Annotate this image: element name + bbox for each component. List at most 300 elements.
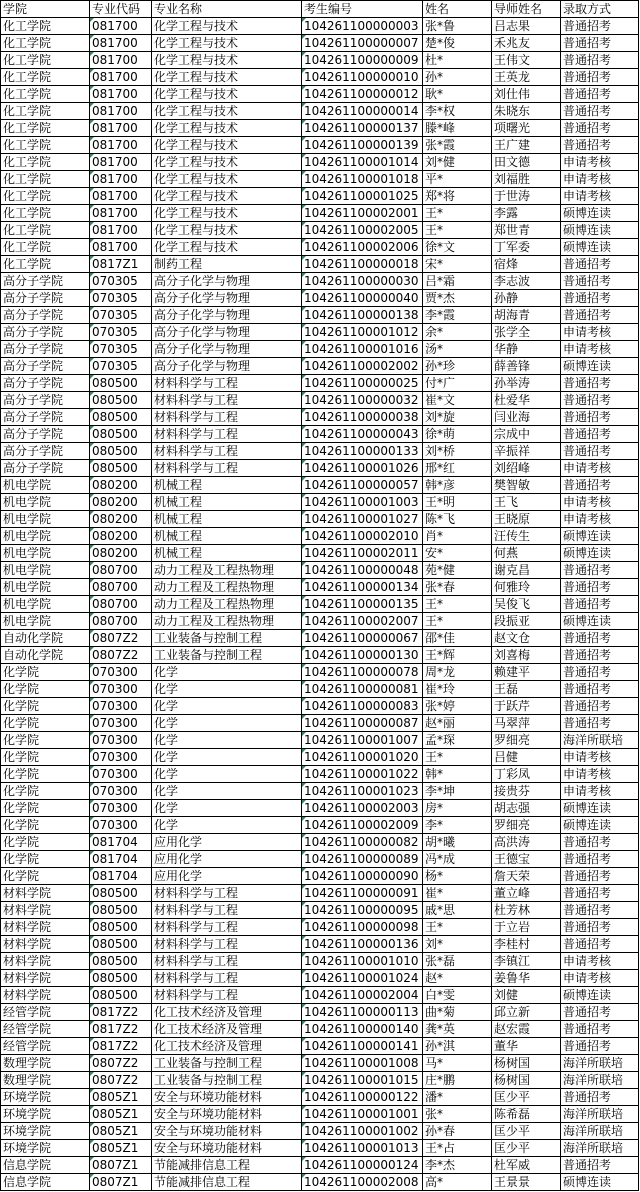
table-row bbox=[1, 103, 639, 120]
major-code-cell: 081700 bbox=[90, 239, 152, 256]
major-code-cell: 0807Z1 bbox=[90, 1157, 152, 1174]
college-cell: 信息学院 bbox=[1, 1174, 90, 1191]
major-code-cell: 080500 bbox=[90, 919, 152, 936]
candidate-id-cell: 104261100000122 bbox=[302, 1089, 423, 1106]
major-name-cell: 机械工程 bbox=[152, 477, 302, 494]
major-name-cell: 工业装备与控制工程 bbox=[152, 1055, 302, 1072]
college-cell: 化工学院 bbox=[1, 154, 90, 171]
major-code-cell: 080500 bbox=[90, 987, 152, 1004]
candidate-id-cell: 104261100000089 bbox=[302, 851, 423, 868]
advisor-cell: 李志波 bbox=[492, 273, 561, 290]
name-cell: 张* bbox=[423, 1106, 492, 1123]
major-code-cell: 081700 bbox=[90, 103, 152, 120]
candidate-id-cell: 104261100001027 bbox=[302, 511, 423, 528]
major-name-cell: 工业装备与控制工程 bbox=[152, 1072, 302, 1089]
college-cell: 化工学院 bbox=[1, 86, 90, 103]
college-cell: 化学院 bbox=[1, 698, 90, 715]
admission-type-cell: 申请考核 bbox=[561, 953, 639, 970]
major-code-cell: 0807Z2 bbox=[90, 630, 152, 647]
name-cell: 苑*健 bbox=[423, 562, 492, 579]
college-cell: 高分子学院 bbox=[1, 409, 90, 426]
major-code-cell: 070300 bbox=[90, 783, 152, 800]
name-cell: 王*占 bbox=[423, 1140, 492, 1157]
college-cell: 化工学院 bbox=[1, 18, 90, 35]
candidate-id-cell: 104261100000134 bbox=[302, 579, 423, 596]
advisor-cell: 陈希磊 bbox=[492, 1106, 561, 1123]
admission-type-cell: 申请考核 bbox=[561, 749, 639, 766]
header-major-code: 专业代码 bbox=[90, 1, 152, 18]
major-name-cell: 化学工程与技术 bbox=[152, 35, 302, 52]
college-cell: 化工学院 bbox=[1, 171, 90, 188]
name-cell: 王*明 bbox=[423, 494, 492, 511]
college-cell: 环境学院 bbox=[1, 1123, 90, 1140]
major-name-cell: 化学工程与技术 bbox=[152, 154, 302, 171]
candidate-id-cell: 104261100000043 bbox=[302, 426, 423, 443]
major-name-cell: 化学工程与技术 bbox=[152, 103, 302, 120]
major-code-cell: 070305 bbox=[90, 290, 152, 307]
advisor-cell: 吴俊飞 bbox=[492, 596, 561, 613]
table-row bbox=[1, 494, 639, 511]
major-code-cell: 081704 bbox=[90, 868, 152, 885]
admission-type-cell: 普通招考 bbox=[561, 834, 639, 851]
table-row bbox=[1, 1157, 639, 1174]
candidate-id-cell: 104261100001012 bbox=[302, 324, 423, 341]
major-name-cell: 化工技术经济及管理 bbox=[152, 1004, 302, 1021]
admission-type-cell: 普通招考 bbox=[561, 562, 639, 579]
table-row bbox=[1, 1123, 639, 1140]
table-row bbox=[1, 1106, 639, 1123]
college-cell: 化学院 bbox=[1, 868, 90, 885]
major-code-cell: 080500 bbox=[90, 970, 152, 987]
advisor-cell: 何雅玲 bbox=[492, 579, 561, 596]
table-row bbox=[1, 902, 639, 919]
major-code-cell: 080200 bbox=[90, 545, 152, 562]
advisor-cell: 朱晓东 bbox=[492, 103, 561, 120]
name-cell: 肖* bbox=[423, 528, 492, 545]
major-code-cell: 0817Z2 bbox=[90, 1021, 152, 1038]
advisor-cell: 詹天荣 bbox=[492, 868, 561, 885]
college-cell: 化工学院 bbox=[1, 256, 90, 273]
college-cell: 化工学院 bbox=[1, 239, 90, 256]
major-name-cell: 化学 bbox=[152, 732, 302, 749]
advisor-cell: 孙举涛 bbox=[492, 375, 561, 392]
advisor-cell: 汪传生 bbox=[492, 528, 561, 545]
college-cell: 化学院 bbox=[1, 749, 90, 766]
table-row bbox=[1, 766, 639, 783]
major-name-cell: 材料科学与工程 bbox=[152, 409, 302, 426]
admission-type-cell: 普通招考 bbox=[561, 256, 639, 273]
major-name-cell: 化学工程与技术 bbox=[152, 86, 302, 103]
table-row bbox=[1, 579, 639, 596]
name-cell: 胡*曦 bbox=[423, 834, 492, 851]
name-cell: 戚*思 bbox=[423, 902, 492, 919]
candidate-id-cell: 104261100002008 bbox=[302, 1174, 423, 1191]
college-cell: 材料学院 bbox=[1, 936, 90, 953]
college-cell: 化学院 bbox=[1, 664, 90, 681]
admission-type-cell: 硕博连读 bbox=[561, 800, 639, 817]
major-name-cell: 机械工程 bbox=[152, 494, 302, 511]
name-cell: 庄*鹏 bbox=[423, 1072, 492, 1089]
candidate-id-cell: 104261100001002 bbox=[302, 1123, 423, 1140]
major-name-cell: 高分子化学与物理 bbox=[152, 290, 302, 307]
admission-type-cell: 普通招考 bbox=[561, 1089, 639, 1106]
table-row bbox=[1, 698, 639, 715]
candidate-id-cell: 104261100000057 bbox=[302, 477, 423, 494]
table-row bbox=[1, 18, 639, 35]
major-name-cell: 高分子化学与物理 bbox=[152, 273, 302, 290]
admission-type-cell: 海洋所联培 bbox=[561, 1055, 639, 1072]
candidate-id-cell: 104261100000081 bbox=[302, 681, 423, 698]
college-cell: 高分子学院 bbox=[1, 307, 90, 324]
table-row bbox=[1, 120, 639, 137]
name-cell: 陈*飞 bbox=[423, 511, 492, 528]
college-cell: 高分子学院 bbox=[1, 324, 90, 341]
table-row bbox=[1, 1089, 639, 1106]
admission-type-cell: 普通招考 bbox=[561, 86, 639, 103]
advisor-cell: 丁彩凤 bbox=[492, 766, 561, 783]
college-cell: 化工学院 bbox=[1, 35, 90, 52]
major-name-cell: 材料科学与工程 bbox=[152, 443, 302, 460]
admission-type-cell: 申请考核 bbox=[561, 324, 639, 341]
name-cell: 刘*桥 bbox=[423, 443, 492, 460]
major-name-cell: 机械工程 bbox=[152, 511, 302, 528]
table-row bbox=[1, 52, 639, 69]
major-code-cell: 070300 bbox=[90, 715, 152, 732]
table-row bbox=[1, 477, 639, 494]
major-code-cell: 070300 bbox=[90, 681, 152, 698]
admission-type-cell: 普通招考 bbox=[561, 1004, 639, 1021]
advisor-cell: 张学全 bbox=[492, 324, 561, 341]
admission-type-cell: 硕博连读 bbox=[561, 528, 639, 545]
advisor-cell: 姜鲁华 bbox=[492, 970, 561, 987]
major-name-cell: 安全与环境功能材料 bbox=[152, 1140, 302, 1157]
admission-type-cell: 海洋所联培 bbox=[561, 1123, 639, 1140]
major-code-cell: 080500 bbox=[90, 902, 152, 919]
admission-type-cell: 普通招考 bbox=[561, 137, 639, 154]
admission-type-cell: 普通招考 bbox=[561, 1038, 639, 1055]
advisor-cell: 孙静 bbox=[492, 290, 561, 307]
table-row bbox=[1, 545, 639, 562]
advisor-cell: 接贵芬 bbox=[492, 783, 561, 800]
advisor-cell: 丁军委 bbox=[492, 239, 561, 256]
candidate-id-cell: 104261100001018 bbox=[302, 171, 423, 188]
candidate-id-cell: 104261100002011 bbox=[302, 545, 423, 562]
name-cell: 耿* bbox=[423, 86, 492, 103]
admission-type-cell: 普通招考 bbox=[561, 290, 639, 307]
admission-type-cell: 普通招考 bbox=[561, 868, 639, 885]
advisor-cell: 王景景 bbox=[492, 1174, 561, 1191]
admission-type-cell: 普通招考 bbox=[561, 443, 639, 460]
major-code-cell: 080500 bbox=[90, 953, 152, 970]
admission-type-cell: 硕博连读 bbox=[561, 1174, 639, 1191]
name-cell: 刘* bbox=[423, 936, 492, 953]
name-cell: 刘*健 bbox=[423, 154, 492, 171]
name-cell: 邢*红 bbox=[423, 460, 492, 477]
college-cell: 化工学院 bbox=[1, 103, 90, 120]
candidate-id-cell: 104261100000007 bbox=[302, 35, 423, 52]
advisor-cell: 项曙光 bbox=[492, 120, 561, 137]
major-code-cell: 080500 bbox=[90, 375, 152, 392]
major-name-cell: 高分子化学与物理 bbox=[152, 307, 302, 324]
candidate-id-cell: 104261100002007 bbox=[302, 613, 423, 630]
advisor-cell: 谢克昌 bbox=[492, 562, 561, 579]
table-row bbox=[1, 749, 639, 766]
major-code-cell: 081700 bbox=[90, 69, 152, 86]
advisor-cell: 吕志果 bbox=[492, 18, 561, 35]
name-cell: 平* bbox=[423, 171, 492, 188]
college-cell: 机电学院 bbox=[1, 579, 90, 596]
table-row bbox=[1, 783, 639, 800]
candidate-id-cell: 104261100000135 bbox=[302, 596, 423, 613]
major-code-cell: 081700 bbox=[90, 154, 152, 171]
table-row bbox=[1, 137, 639, 154]
name-cell: 韩* bbox=[423, 766, 492, 783]
header-major-name: 专业名称 bbox=[152, 1, 302, 18]
admission-type-cell: 普通招考 bbox=[561, 477, 639, 494]
name-cell: 房* bbox=[423, 800, 492, 817]
admission-type-cell: 普通招考 bbox=[561, 375, 639, 392]
major-name-cell: 化学 bbox=[152, 817, 302, 834]
advisor-cell: 李镇江 bbox=[492, 953, 561, 970]
admission-type-cell: 硕博连读 bbox=[561, 613, 639, 630]
major-code-cell: 081700 bbox=[90, 205, 152, 222]
major-name-cell: 机械工程 bbox=[152, 545, 302, 562]
advisor-cell: 王德宝 bbox=[492, 851, 561, 868]
advisor-cell: 王广建 bbox=[492, 137, 561, 154]
name-cell: 李*坤 bbox=[423, 783, 492, 800]
advisor-cell: 李桂村 bbox=[492, 936, 561, 953]
candidate-id-cell: 104261100001025 bbox=[302, 188, 423, 205]
major-name-cell: 化学 bbox=[152, 698, 302, 715]
major-code-cell: 080500 bbox=[90, 392, 152, 409]
table-row bbox=[1, 35, 639, 52]
admission-type-cell: 申请考核 bbox=[561, 766, 639, 783]
table-row bbox=[1, 256, 639, 273]
college-cell: 自动化学院 bbox=[1, 630, 90, 647]
table-row bbox=[1, 528, 639, 545]
advisor-cell: 宗成中 bbox=[492, 426, 561, 443]
admission-type-cell: 普通招考 bbox=[561, 69, 639, 86]
major-name-cell: 化学 bbox=[152, 766, 302, 783]
name-cell: 白*雯 bbox=[423, 987, 492, 1004]
candidate-id-cell: 104261100000137 bbox=[302, 120, 423, 137]
name-cell: 杜* bbox=[423, 52, 492, 69]
table-row bbox=[1, 375, 639, 392]
name-cell: 楚*俊 bbox=[423, 35, 492, 52]
candidate-id-cell: 104261100001010 bbox=[302, 953, 423, 970]
table-row bbox=[1, 613, 639, 630]
major-name-cell: 工业装备与控制工程 bbox=[152, 630, 302, 647]
name-cell: 汤* bbox=[423, 341, 492, 358]
college-cell: 机电学院 bbox=[1, 477, 90, 494]
name-cell: 孙* bbox=[423, 69, 492, 86]
college-cell: 化学院 bbox=[1, 783, 90, 800]
advisor-cell: 于世涛 bbox=[492, 188, 561, 205]
college-cell: 材料学院 bbox=[1, 953, 90, 970]
major-code-cell: 070300 bbox=[90, 732, 152, 749]
table-row bbox=[1, 341, 639, 358]
major-code-cell: 081704 bbox=[90, 851, 152, 868]
college-cell: 经管学院 bbox=[1, 1038, 90, 1055]
name-cell: 徐*文 bbox=[423, 239, 492, 256]
advisor-cell: 王英龙 bbox=[492, 69, 561, 86]
advisor-cell: 于立岩 bbox=[492, 919, 561, 936]
college-cell: 高分子学院 bbox=[1, 290, 90, 307]
candidate-id-cell: 104261100000090 bbox=[302, 868, 423, 885]
candidate-id-cell: 104261100000091 bbox=[302, 885, 423, 902]
major-code-cell: 0807Z1 bbox=[90, 1174, 152, 1191]
admission-type-cell: 普通招考 bbox=[561, 426, 639, 443]
name-cell: 王* bbox=[423, 222, 492, 239]
candidate-id-cell: 104261100000087 bbox=[302, 715, 423, 732]
major-name-cell: 材料科学与工程 bbox=[152, 970, 302, 987]
table-row bbox=[1, 324, 639, 341]
candidate-id-cell: 104261100000082 bbox=[302, 834, 423, 851]
name-cell: 王* bbox=[423, 205, 492, 222]
advisor-cell: 王晓原 bbox=[492, 511, 561, 528]
candidate-id-cell: 104261100001008 bbox=[302, 1055, 423, 1072]
major-code-cell: 080200 bbox=[90, 494, 152, 511]
admission-type-cell: 申请考核 bbox=[561, 460, 639, 477]
advisor-cell: 赵宏霞 bbox=[492, 1021, 561, 1038]
admission-type-cell: 硕博连读 bbox=[561, 205, 639, 222]
major-code-cell: 0817Z2 bbox=[90, 1038, 152, 1055]
advisor-cell: 郑世青 bbox=[492, 222, 561, 239]
name-cell: 王*辉 bbox=[423, 647, 492, 664]
candidate-id-cell: 104261100000130 bbox=[302, 647, 423, 664]
admission-type-cell: 海洋所联培 bbox=[561, 1072, 639, 1089]
name-cell: 潘* bbox=[423, 1089, 492, 1106]
major-name-cell: 材料科学与工程 bbox=[152, 987, 302, 1004]
admission-type-cell: 申请考核 bbox=[561, 511, 639, 528]
major-name-cell: 材料科学与工程 bbox=[152, 392, 302, 409]
name-cell: 龚*英 bbox=[423, 1021, 492, 1038]
name-cell: 徐*萌 bbox=[423, 426, 492, 443]
major-name-cell: 化学 bbox=[152, 715, 302, 732]
name-cell: 孙*春 bbox=[423, 1123, 492, 1140]
candidate-id-cell: 104261100001014 bbox=[302, 154, 423, 171]
major-code-cell: 081700 bbox=[90, 52, 152, 69]
advisor-cell: 匡少平 bbox=[492, 1089, 561, 1106]
major-code-cell: 070300 bbox=[90, 817, 152, 834]
major-code-cell: 080700 bbox=[90, 562, 152, 579]
candidate-id-cell: 104261100000136 bbox=[302, 936, 423, 953]
major-name-cell: 化学工程与技术 bbox=[152, 222, 302, 239]
college-cell: 材料学院 bbox=[1, 902, 90, 919]
major-code-cell: 070300 bbox=[90, 698, 152, 715]
college-cell: 机电学院 bbox=[1, 562, 90, 579]
candidate-id-cell: 104261100000010 bbox=[302, 69, 423, 86]
advisor-cell: 董华 bbox=[492, 1038, 561, 1055]
major-name-cell: 动力工程及工程热物理 bbox=[152, 613, 302, 630]
major-name-cell: 化工技术经济及管理 bbox=[152, 1038, 302, 1055]
name-cell: 高* bbox=[423, 1174, 492, 1191]
name-cell: 贾*杰 bbox=[423, 290, 492, 307]
major-code-cell: 0817Z2 bbox=[90, 1004, 152, 1021]
admission-type-cell: 海洋所联培 bbox=[561, 1140, 639, 1157]
table-row bbox=[1, 562, 639, 579]
major-code-cell: 0805Z1 bbox=[90, 1123, 152, 1140]
table-row bbox=[1, 953, 639, 970]
advisor-cell: 匡少平 bbox=[492, 1140, 561, 1157]
major-code-cell: 080500 bbox=[90, 426, 152, 443]
candidate-id-cell: 104261100000030 bbox=[302, 273, 423, 290]
major-code-cell: 080500 bbox=[90, 885, 152, 902]
major-code-cell: 080500 bbox=[90, 409, 152, 426]
name-cell: 周*龙 bbox=[423, 664, 492, 681]
major-name-cell: 化学工程与技术 bbox=[152, 137, 302, 154]
name-cell: 赵*丽 bbox=[423, 715, 492, 732]
candidate-id-cell: 104261100000014 bbox=[302, 103, 423, 120]
advisor-cell: 胡志强 bbox=[492, 800, 561, 817]
college-cell: 机电学院 bbox=[1, 613, 90, 630]
candidate-id-cell: 104261100000124 bbox=[302, 1157, 423, 1174]
header-name: 姓名 bbox=[423, 1, 492, 18]
admission-type-cell: 申请考核 bbox=[561, 188, 639, 205]
major-code-cell: 081704 bbox=[90, 834, 152, 851]
major-code-cell: 081700 bbox=[90, 137, 152, 154]
major-code-cell: 070305 bbox=[90, 341, 152, 358]
name-cell: 宋* bbox=[423, 256, 492, 273]
major-code-cell: 080200 bbox=[90, 528, 152, 545]
college-cell: 经管学院 bbox=[1, 1021, 90, 1038]
admission-type-cell: 硕博连读 bbox=[561, 358, 639, 375]
candidate-id-cell: 104261100001023 bbox=[302, 783, 423, 800]
admission-type-cell: 普通招考 bbox=[561, 1021, 639, 1038]
admission-type-cell: 普通招考 bbox=[561, 18, 639, 35]
admission-type-cell: 普通招考 bbox=[561, 647, 639, 664]
name-cell: 曲*菊 bbox=[423, 1004, 492, 1021]
header-row bbox=[1, 1, 639, 18]
major-code-cell: 0805Z1 bbox=[90, 1089, 152, 1106]
table-body bbox=[1, 18, 639, 1191]
table-row bbox=[1, 443, 639, 460]
major-name-cell: 材料科学与工程 bbox=[152, 375, 302, 392]
advisor-cell: 杜军威 bbox=[492, 1157, 561, 1174]
table-row bbox=[1, 426, 639, 443]
name-cell: 王* bbox=[423, 919, 492, 936]
table-row bbox=[1, 307, 639, 324]
college-cell: 化工学院 bbox=[1, 69, 90, 86]
advisor-cell: 杜芳林 bbox=[492, 902, 561, 919]
advisor-cell: 于跃芹 bbox=[492, 698, 561, 715]
candidate-id-cell: 104261100001016 bbox=[302, 341, 423, 358]
name-cell: 滕*峰 bbox=[423, 120, 492, 137]
admission-type-cell: 普通招考 bbox=[561, 681, 639, 698]
major-name-cell: 材料科学与工程 bbox=[152, 936, 302, 953]
major-name-cell: 应用化学 bbox=[152, 851, 302, 868]
major-name-cell: 工业装备与控制工程 bbox=[152, 647, 302, 664]
major-name-cell: 化学工程与技术 bbox=[152, 239, 302, 256]
major-code-cell: 080200 bbox=[90, 477, 152, 494]
candidate-id-cell: 104261100000003 bbox=[302, 18, 423, 35]
name-cell: 安* bbox=[423, 545, 492, 562]
admission-type-cell: 普通招考 bbox=[561, 664, 639, 681]
name-cell: 郑*将 bbox=[423, 188, 492, 205]
major-name-cell: 高分子化学与物理 bbox=[152, 358, 302, 375]
advisor-cell: 闫业海 bbox=[492, 409, 561, 426]
major-code-cell: 070300 bbox=[90, 800, 152, 817]
major-name-cell: 制药工程 bbox=[152, 256, 302, 273]
major-code-cell: 070300 bbox=[90, 766, 152, 783]
table-row bbox=[1, 290, 639, 307]
name-cell: 王* bbox=[423, 749, 492, 766]
candidate-id-cell: 104261100000083 bbox=[302, 698, 423, 715]
name-cell: 孙*珍 bbox=[423, 358, 492, 375]
candidate-id-cell: 104261100002004 bbox=[302, 987, 423, 1004]
advisor-cell: 樊智敏 bbox=[492, 477, 561, 494]
college-cell: 化工学院 bbox=[1, 205, 90, 222]
